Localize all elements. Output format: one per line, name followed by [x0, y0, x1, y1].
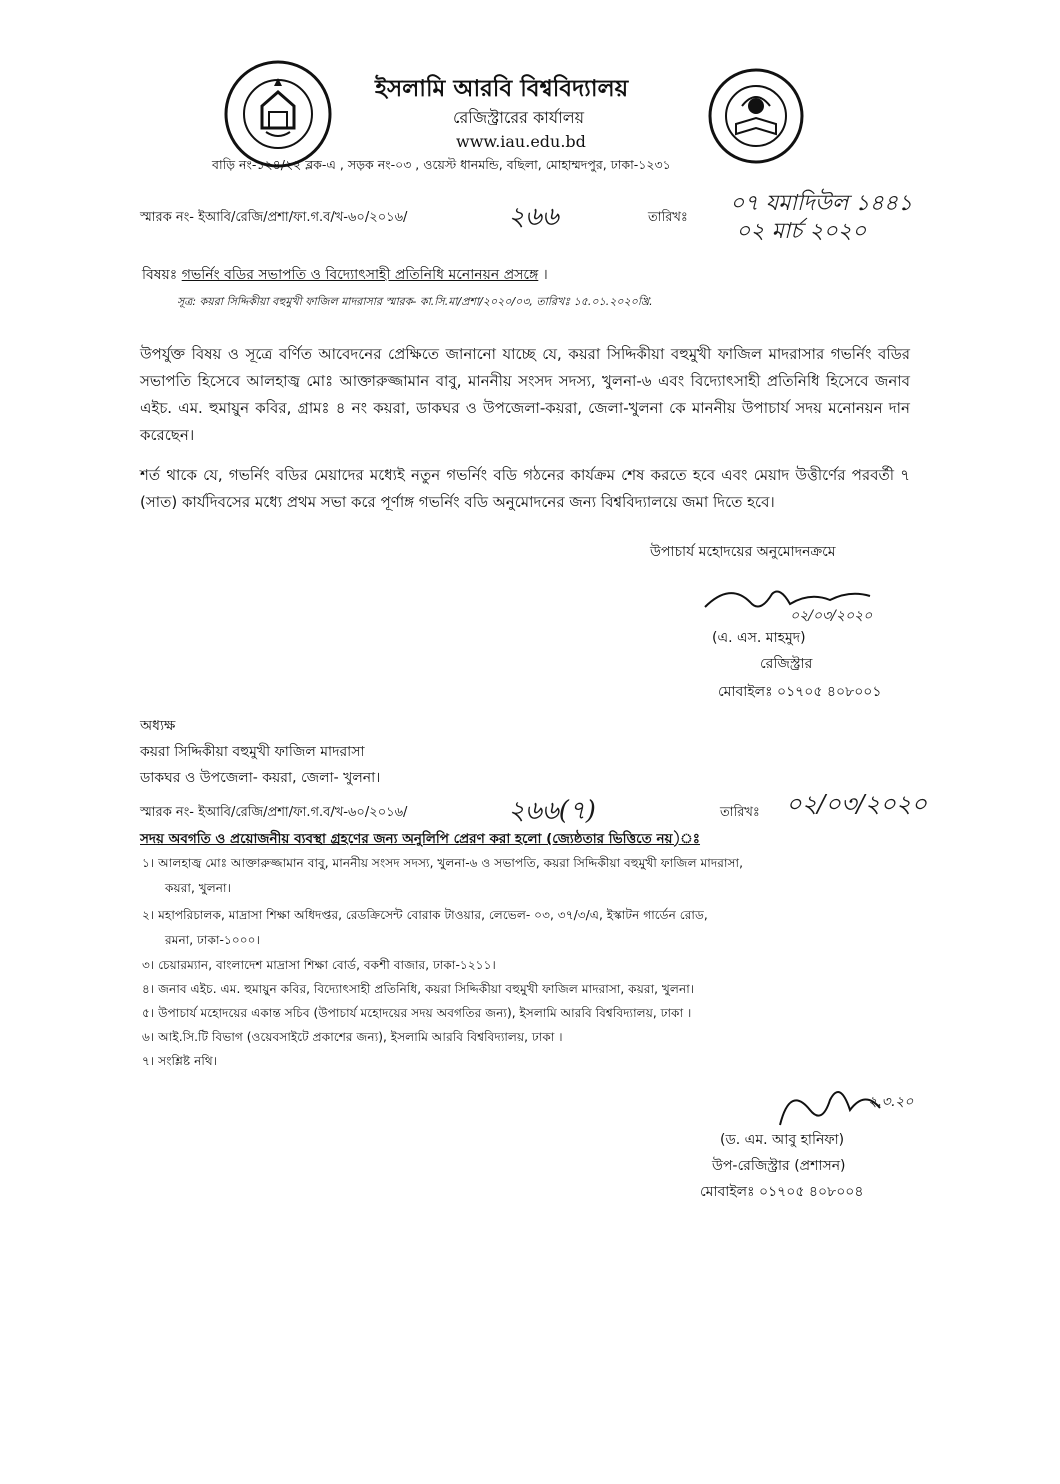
- university-name: ইসলামি আরবি বিশ্ববিদ্যালয়: [375, 76, 629, 102]
- copy-list-item-4: ৪। জনাব এইচ. এম. হুমায়ুন কবির, বিদ্যোৎসাহী প্রতিনিধি, কয়রা সিদ্দিকীয়া বহুমুখী ফাজিল মাদরাসা, কয়রা, খুলনা।: [142, 982, 695, 996]
- deputy-registrar-title: উপ-রেজিস্ট্রার (প্রশাসন): [712, 1158, 846, 1174]
- recipient-institution: কয়রা সিদ্দিকীয়া বহুমুখী ফাজিল মাদরাসা: [140, 744, 365, 760]
- copy-list-item-3: ৩। চেয়ারম্যান, বাংলাদেশ মাদ্রাসা শিক্ষা বোর্ড, বকশী বাজার, ঢাকা-১২১১।: [142, 958, 496, 972]
- deputy-registrar-mobile: মোবাইলঃ ০১৭০৫ ৪০৮০০৪: [700, 1184, 864, 1200]
- university-logo: [222, 58, 334, 170]
- office-name: রেজিস্ট্রারের কার্যালয়: [453, 108, 585, 127]
- registrar-title: রেজিস্ট্রার: [760, 656, 813, 672]
- copy-list-item-2-cont: রমনা, ঢাকা-১০০০।: [165, 933, 260, 947]
- website-link[interactable]: www.iau.edu.bd: [456, 132, 586, 151]
- copy-list-item-5: ৫। উপাচার্য মহোদয়ের একান্ত সচিব (উপাচার্য মহোদয়ের সদয় অবগতির জন্য), ইসলামি আরবি বিশ্ববিদ্যালয়, ঢাকা ।: [142, 1006, 692, 1020]
- registrar-name: (এ. এস. মাহমুদ): [712, 630, 806, 646]
- memo-number-handwritten: ২৬৬: [508, 202, 559, 232]
- subject-text: গভর্নিং বডির সভাপতি ও বিদ্যোৎসাহী প্রতিনিধি মনোনয়ন প্রসঙ্গে: [181, 267, 539, 283]
- date-gregorian-handwritten: ০২ মার্চ ২০২০: [736, 219, 867, 244]
- copy-list-item-1-cont: কয়রা, খুলনা।: [165, 881, 231, 895]
- memo2-number-handwritten: ২৬৬(৭): [508, 796, 596, 826]
- copy-heading: সদয় অবগতি ও প্রয়োজনীয় ব্যবস্থা গ্রহণের জন্য অনুলিপি প্রেরণ করা হলো (জ্যেষ্ঠতার ভিত্তিতে নয়)ঃ: [140, 831, 701, 847]
- subject-end: ।: [538, 267, 548, 283]
- date-hijri-handwritten: ০৭ যমাদিউল ১৪৪১: [730, 191, 913, 216]
- copy-list-item-6: ৬। আই.সি.টি বিভাগ (ওয়েবসাইটে প্রকাশের জন্য), ইসলামি আরবি বিশ্ববিদ্যালয়, ঢাকা ।: [142, 1030, 563, 1044]
- subject-label: বিষয়ঃ: [142, 267, 178, 283]
- approval-note: উপাচার্য মহোদয়ের অনুমোদনক্রমে: [650, 544, 836, 560]
- copy-list-item-2: ২। মহাপরিচালক, মাদ্রাসা শিক্ষা অধিদপ্তর, রেডক্রিসেন্ট বোরাক টাওয়ার, লেভেল- ০৩, ৩৭/৩/এ, ইস্কাটন গার্ডেন রোড,: [142, 908, 708, 922]
- reference-line: সূত্র: কয়রা সিদ্দিকীয়া বহুমুখী ফাজিল মাদরাসার স্মারক- কা.সি.মা/প্রশা/২০২০/০৩, তারিখঃ ১৫.০১.২০২০খ্রি.: [177, 295, 653, 308]
- registrar-sign-date: ০২/০৩/২০২০: [790, 608, 873, 624]
- registrar-mobile: মোবাইলঃ ০১৭০৫ ৪০৮০০১: [718, 684, 882, 700]
- copy-list-item-1: ১। আলহাজ্ব মোঃ আক্তারুজ্জামান বাবু, মাননীয় সংসদ সদস্য, খুলনা-৬ ও সভাপতি, কয়রা সিদ্দিকীয়া বহুমুখী ফাজিল মাদরাসা,: [142, 856, 743, 870]
- date-label: তারিখঃ: [648, 210, 688, 225]
- recipient-address: ডাকঘর ও উপজেলা- কয়রা, জেলা- খুলনা।: [140, 770, 381, 786]
- body-paragraph-2: শর্ত থাকে যে, গভর্নিং বডির মেয়াদের মধ্যেই নতুন গভর্নিং বডি গঠনের কার্যক্রম শেষ করতে হবে এবং মেয়াদ উত্তীর্ণের পরবর্তী ৭ (সাত) কার্যদিবসের মধ্যে প্রথম সভা করে পূর্ণাঙ্গ গভর্নিং বডি অনুমোদনের জন্য বিশ্ববিদ্যালয়ে জমা দিতে হবে।: [140, 466, 910, 511]
- seal-emblem-icon: [706, 66, 806, 166]
- university-address: বাড়ি নং-১২৪/২২ ব্লক-এ , সড়ক নং-০৩ , ওয়েস্ট ধানমন্ডি, বছিলা, মোহাম্মদপুর, ঢাকা-১২৩১: [212, 157, 671, 172]
- memo2-number-label: স্মারক নং- ইআবি/রেজি/প্রশা/ফা.গ.ব/খ-৬০/২০১৬/: [140, 805, 408, 820]
- recipient-title: অধ্যক্ষ: [140, 718, 176, 734]
- deputy-registrar-sign-date: ২.৩.২০: [868, 1094, 914, 1110]
- logo-seal-icon: [222, 58, 334, 170]
- copy-list-item-7: ৭। সংশ্লিষ্ট নথি।: [142, 1054, 218, 1068]
- deputy-registrar-name: (ড. এম. আবু হানিফা): [720, 1132, 845, 1148]
- bangladesh-seal: [706, 66, 806, 166]
- memo2-date-handwritten: ০২/০৩/২০২০: [786, 790, 928, 818]
- body-paragraph-1: উপর্যুক্ত বিষয় ও সূত্রে বর্ণিত আবেদনের প্রেক্ষিতে জানানো যাচ্ছে যে, কয়রা সিদ্দিকীয়া বহুমুখী ফাজিল মাদরাসার গভর্নিং বডির সভাপতি হিসেবে আলহাজ্ব মোঃ আক্তারুজ্জামান বাবু, মাননীয় সংসদ সদস্য, খুলনা-৬ এবং বিদ্যোৎসাহী প্রতিনিধি হিসেবে জনাব এইচ. এম. হুমায়ুন কবির, গ্রামঃ ৪ নং কয়রা, ডাকঘর ও উপজেলা-কয়রা, জেলা-খুলনা কে মাননীয় উপাচার্য সদয় মনোনয়ন দান করেছেন।: [140, 345, 910, 444]
- memo-number-label: স্মারক নং- ইআবি/রেজি/প্রশা/ফা.গ.ব/খ-৬০/২০১৬/: [140, 210, 408, 225]
- memo2-date-label: তারিখঃ: [720, 805, 760, 820]
- subject-line: [142, 263, 548, 287]
